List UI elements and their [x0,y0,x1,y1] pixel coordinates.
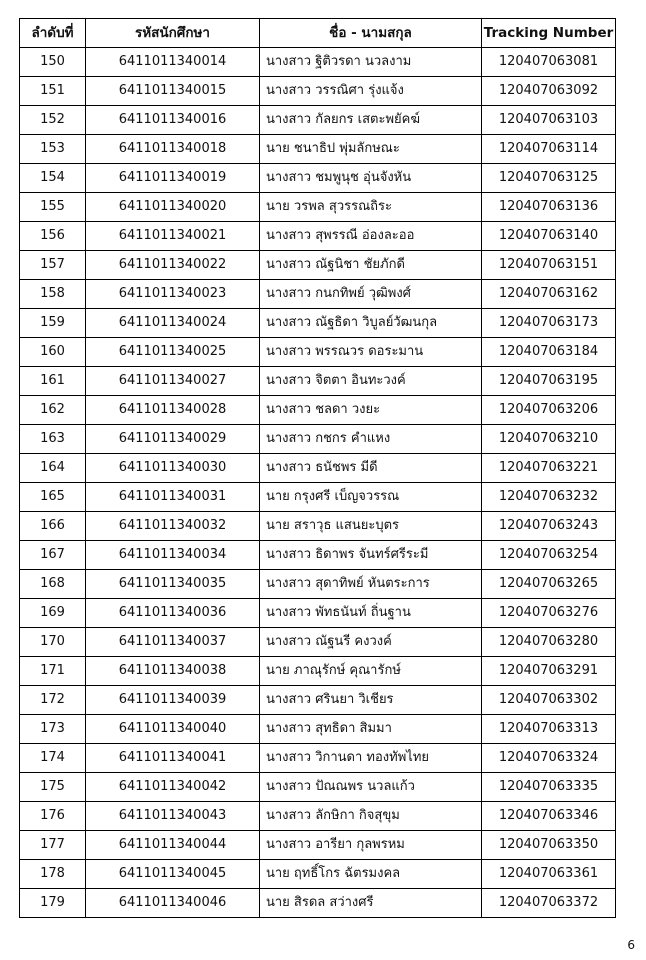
table-row [20,744,616,773]
cell-tracking-number: 120407063103 [482,106,616,135]
cell-name: นางสาว ชลดา วงยะ [260,396,482,425]
cell-no: 178 [20,860,86,889]
cell-name: นางสาว วรรณิศา รุ่งแจ้ง [260,77,482,106]
cell-no: 175 [20,773,86,802]
cell-student-id: 6411011340030 [86,454,260,483]
cell-student-id: 6411011340040 [86,715,260,744]
cell-name: นางสาว อารียา กุลพรหม [260,831,482,860]
cell-name: นางสาว ณัฐนิชา ชัยภักดี [260,251,482,280]
cell-no: 164 [20,454,86,483]
cell-tracking-number: 120407063081 [482,48,616,77]
cell-tracking-number: 120407063346 [482,802,616,831]
cell-student-id: 6411011340032 [86,512,260,541]
cell-name: นางสาว กัลยกร เสตะพยัคฆ์ [260,106,482,135]
cell-name: นางสาว ณัฐนรี คงวงค์ [260,628,482,657]
cell-student-id: 6411011340021 [86,222,260,251]
cell-name: นาย วรพล สุวรรณถิระ [260,193,482,222]
cell-student-id: 6411011340034 [86,541,260,570]
header-name: ชื่อ - นามสกุล [260,19,482,48]
table-row [20,628,616,657]
cell-no: 151 [20,77,86,106]
table-row [20,657,616,686]
cell-student-id: 6411011340038 [86,657,260,686]
table-header-row [20,19,616,48]
cell-student-id: 6411011340031 [86,483,260,512]
cell-name: นางสาว ฐิติวรดา นวลงาม [260,48,482,77]
cell-tracking-number: 120407063206 [482,396,616,425]
cell-no: 160 [20,338,86,367]
cell-tracking-number: 120407063280 [482,628,616,657]
cell-tracking-number: 120407063136 [482,193,616,222]
table-row [20,222,616,251]
cell-student-id: 6411011340037 [86,628,260,657]
cell-no: 171 [20,657,86,686]
table-row [20,280,616,309]
cell-no: 157 [20,251,86,280]
cell-tracking-number: 120407063361 [482,860,616,889]
cell-name: นางสาว ธนัชพร มีดี [260,454,482,483]
cell-tracking-number: 120407063114 [482,135,616,164]
cell-no: 162 [20,396,86,425]
cell-student-id: 6411011340028 [86,396,260,425]
cell-no: 167 [20,541,86,570]
cell-student-id: 6411011340045 [86,860,260,889]
cell-tracking-number: 120407063291 [482,657,616,686]
cell-no: 174 [20,744,86,773]
cell-no: 163 [20,425,86,454]
cell-name: นาย ฤทธิ์โกร ฉัตรมงคล [260,860,482,889]
header-tracking-number: Tracking Number [482,19,616,48]
cell-tracking-number: 120407063254 [482,541,616,570]
table-row [20,425,616,454]
cell-tracking-number: 120407063195 [482,367,616,396]
table-row [20,889,616,918]
cell-no: 177 [20,831,86,860]
header-no: ลำดับที่ [20,19,86,48]
cell-name: นาย สราวุธ แสนยะบุตร [260,512,482,541]
cell-no: 156 [20,222,86,251]
cell-tracking-number: 120407063302 [482,686,616,715]
table-row [20,193,616,222]
cell-tracking-number: 120407063221 [482,454,616,483]
cell-name: นางสาว วิกานดา ทองทัพไทย [260,744,482,773]
cell-no: 155 [20,193,86,222]
cell-name: นางสาว พัทธนันท์ ถิ่นฐาน [260,599,482,628]
cell-no: 173 [20,715,86,744]
cell-tracking-number: 120407063184 [482,338,616,367]
cell-tracking-number: 120407063276 [482,599,616,628]
cell-student-id: 6411011340025 [86,338,260,367]
cell-tracking-number: 120407063210 [482,425,616,454]
cell-tracking-number: 120407063324 [482,744,616,773]
cell-no: 165 [20,483,86,512]
cell-no: 154 [20,164,86,193]
cell-name: นาย ชนาธิป พุ่มลักษณะ [260,135,482,164]
cell-name: นางสาว ณัฐธิดา วิบูลย์วัฒนกุล [260,309,482,338]
table-row [20,686,616,715]
cell-no: 152 [20,106,86,135]
cell-name: นางสาว ชมพูนุช อุ่นจังหัน [260,164,482,193]
table-row [20,541,616,570]
cell-student-id: 6411011340043 [86,802,260,831]
cell-student-id: 6411011340044 [86,831,260,860]
cell-student-id: 6411011340014 [86,48,260,77]
table-row [20,164,616,193]
cell-tracking-number: 120407063350 [482,831,616,860]
cell-student-id: 6411011340042 [86,773,260,802]
cell-student-id: 6411011340046 [86,889,260,918]
cell-name: นางสาว กนกทิพย์ วุฒิพงศ์ [260,280,482,309]
table-row [20,715,616,744]
cell-student-id: 6411011340027 [86,367,260,396]
cell-tracking-number: 120407063125 [482,164,616,193]
cell-tracking-number: 120407063151 [482,251,616,280]
cell-tracking-number: 120407063265 [482,570,616,599]
cell-no: 169 [20,599,86,628]
table-row [20,599,616,628]
cell-student-id: 6411011340022 [86,251,260,280]
table-row [20,309,616,338]
cell-name: นางสาว สุทธิดา สิมมา [260,715,482,744]
cell-tracking-number: 120407063140 [482,222,616,251]
table-row [20,77,616,106]
cell-tracking-number: 120407063313 [482,715,616,744]
table-row [20,454,616,483]
cell-name: นาย กรุงศรี เบ็ญจวรรณ [260,483,482,512]
table-body [20,48,616,918]
header-student-id: รหัสนักศึกษา [86,19,260,48]
table-row [20,338,616,367]
table-row [20,135,616,164]
cell-tracking-number: 120407063162 [482,280,616,309]
table-row [20,106,616,135]
cell-no: 179 [20,889,86,918]
cell-tracking-number: 120407063243 [482,512,616,541]
cell-no: 150 [20,48,86,77]
cell-student-id: 6411011340020 [86,193,260,222]
table-row [20,367,616,396]
cell-name: นาย ภาณุรักษ์ คุณารักษ์ [260,657,482,686]
cell-name: นางสาว สุพรรณี อ่องละออ [260,222,482,251]
cell-name: นางสาว ลักษิกา กิจสุขุม [260,802,482,831]
table-row [20,570,616,599]
table-row [20,483,616,512]
student-tracking-table [19,18,616,918]
table-row [20,802,616,831]
cell-student-id: 6411011340016 [86,106,260,135]
cell-no: 168 [20,570,86,599]
cell-no: 159 [20,309,86,338]
cell-student-id: 6411011340035 [86,570,260,599]
cell-no: 161 [20,367,86,396]
cell-no: 166 [20,512,86,541]
table-row [20,860,616,889]
cell-student-id: 6411011340039 [86,686,260,715]
cell-name: นางสาว พรรณวร ดอระมาน [260,338,482,367]
cell-student-id: 6411011340029 [86,425,260,454]
cell-no: 172 [20,686,86,715]
table-row [20,251,616,280]
cell-tracking-number: 120407063335 [482,773,616,802]
cell-tracking-number: 120407063372 [482,889,616,918]
table-row [20,396,616,425]
cell-name: นางสาว สุดาทิพย์ หันตระการ [260,570,482,599]
table-row [20,512,616,541]
cell-student-id: 6411011340015 [86,77,260,106]
cell-tracking-number: 120407063232 [482,483,616,512]
cell-student-id: 6411011340041 [86,744,260,773]
table-row [20,831,616,860]
cell-student-id: 6411011340019 [86,164,260,193]
table-row [20,773,616,802]
cell-student-id: 6411011340024 [86,309,260,338]
cell-no: 170 [20,628,86,657]
cell-name: นางสาว กชกร คำแหง [260,425,482,454]
cell-no: 153 [20,135,86,164]
cell-student-id: 6411011340023 [86,280,260,309]
cell-name: นางสาว ธิดาพร จันทร์ศรีระมี [260,541,482,570]
page-number: 6 [627,938,635,952]
cell-tracking-number: 120407063173 [482,309,616,338]
cell-tracking-number: 120407063092 [482,77,616,106]
cell-name: นางสาว ปัณณพร นวลแก้ว [260,773,482,802]
cell-no: 176 [20,802,86,831]
cell-name: นางสาว ศรินยา วิเชียร [260,686,482,715]
cell-student-id: 6411011340018 [86,135,260,164]
cell-no: 158 [20,280,86,309]
table-row [20,48,616,77]
cell-name: นางสาว จิตตา อินทะวงค์ [260,367,482,396]
cell-student-id: 6411011340036 [86,599,260,628]
cell-name: นาย สิรดล สว่างศรี [260,889,482,918]
